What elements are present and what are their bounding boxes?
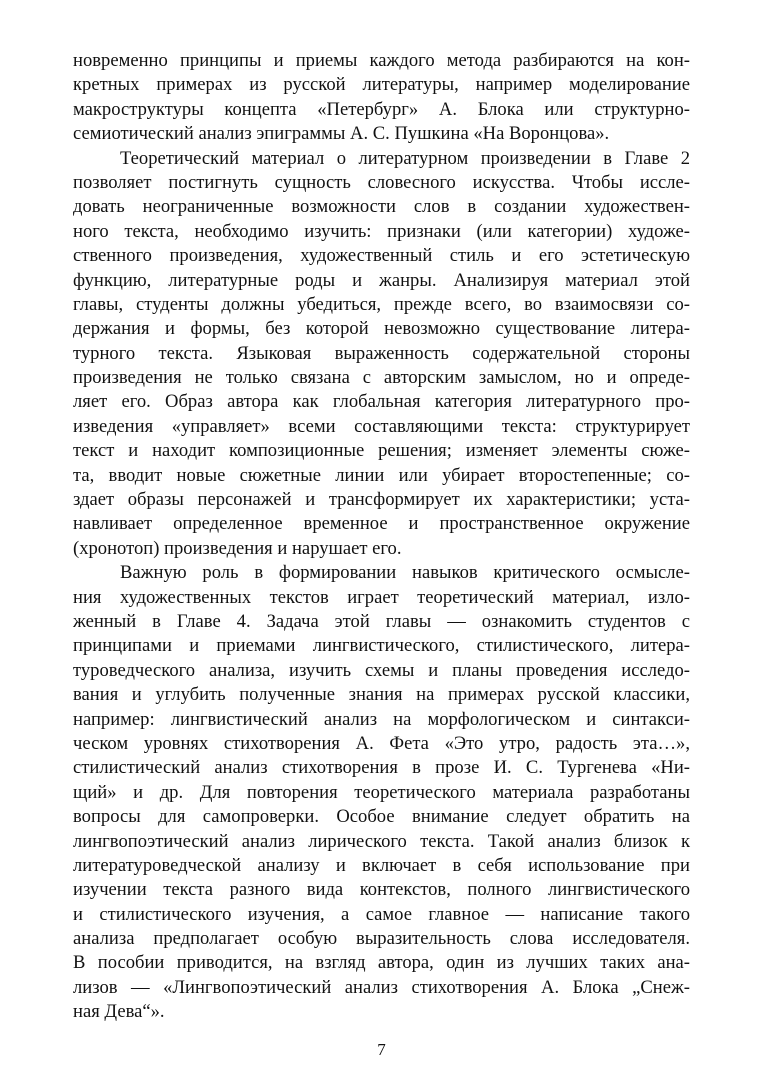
- text-line: вопросы для самопроверки. Особое внимание следует обратить на: [73, 806, 690, 828]
- text-line: изведения «управляет» всеми составляющими текста: структурирует: [73, 415, 690, 437]
- text-line: туроведческого анализа, изучить схемы и планы проведения исследо-: [73, 659, 690, 681]
- text-line: главы, студенты должны убедиться, прежде всего, во взаимосвязи со-: [73, 293, 690, 315]
- text-line: произведения не только связана с авторским замыслом, но и опреде-: [73, 367, 690, 389]
- text-line: ная Дева“».: [73, 1001, 165, 1023]
- text-line: В пособии приводится, на взгляд автора, один из лучших таких ана-: [73, 952, 690, 974]
- text-line: довать неограниченные возможности слов в создании художествен-: [73, 196, 690, 218]
- text-line: турного текста. Языковая выраженность содержательной стороны: [73, 342, 690, 364]
- text-line: Важную роль в формировании навыков критического осмысле-: [120, 562, 690, 584]
- text-line: ческом уровнях стихотворения А. Фета «Это утро, радость эта…»,: [73, 732, 690, 754]
- text-line: текст и находит композиционные решения; изменяет элементы сюже-: [73, 440, 690, 462]
- text-line: держания и формы, без которой невозможно существование литера-: [73, 318, 690, 340]
- text-line: новременно принципы и приемы каждого метода разбираются на кон-: [73, 50, 690, 71]
- paragraph-2: [73, 147, 690, 562]
- text-line: функцию, литературные роды и жанры. Анализируя материал этой: [73, 269, 690, 291]
- text-line: та, вводит новые сюжетные линии или убирает второстепенные; со-: [73, 464, 690, 486]
- text-line: семиотический анализ эпиграммы А. С. Пушкина «На Воронцова».: [73, 123, 610, 145]
- text-line: и стилистического изучения, а самое главное — написание такого: [73, 903, 690, 925]
- paragraph-1: [73, 49, 690, 147]
- text-line: ного текста, необходимо изучить: признаки (или категории) художе-: [73, 220, 690, 242]
- text-line: изучении текста разного вида контекстов, полного лингвистического: [73, 879, 690, 901]
- text-line: здает образы персонажей и трансформирует их характеристики; уста-: [73, 489, 690, 511]
- text-line: ственного произведения, художественный стиль и его эстетическую: [73, 245, 690, 267]
- text-line: кретных примерах из русской литературы, например моделирование: [73, 74, 690, 96]
- text-line: принципами и приемами лингвистического, стилистического, литера-: [73, 635, 690, 657]
- text-line: например: лингвистический анализ на морфологическом и синтакси-: [73, 708, 690, 730]
- text-line: анализа предполагает особую выразительность слова исследователя.: [73, 928, 690, 950]
- document-page: [73, 49, 690, 1025]
- text-line: лизов — «Лингвопоэтический анализ стихотворения А. Блока „Снеж-: [73, 976, 690, 998]
- text-line: стилистический анализ стихотворения в прозе И. С. Тургенева «Ни-: [73, 757, 690, 779]
- text-line: женный в Главе 4. Задача этой главы — ознакомить студентов с: [73, 610, 690, 632]
- text-line: Теоретический материал о литературном произведении в Главе 2: [120, 147, 690, 169]
- page-number: 7: [377, 1040, 386, 1059]
- text-line: вания и углубить полученные знания на примерах русской классики,: [73, 684, 690, 706]
- text-line: (хронотоп) произведения и нарушает его.: [73, 537, 402, 559]
- text-line: позволяет постигнуть сущность словесного искусства. Чтобы иссле-: [73, 171, 690, 193]
- text-line: ния художественных текстов играет теоретический материал, изло-: [73, 586, 690, 608]
- text-line: литературоведческой анализу и включает в себя использование при: [73, 854, 690, 876]
- text-line: лингвопоэтический анализ лирического текста. Такой анализ близок к: [73, 830, 690, 852]
- text-line: щий» и др. Для повторения теоретического материала разработаны: [73, 781, 690, 803]
- text-line: навливает определенное временное и пространственное окружение: [73, 513, 690, 535]
- paragraph-3: [73, 561, 690, 1024]
- text-line: макроструктуры концепта «Петербург» А. Блока или структурно-: [73, 98, 690, 120]
- text-line: ляет его. Образ автора как глобальная категория литературного про-: [73, 391, 690, 413]
